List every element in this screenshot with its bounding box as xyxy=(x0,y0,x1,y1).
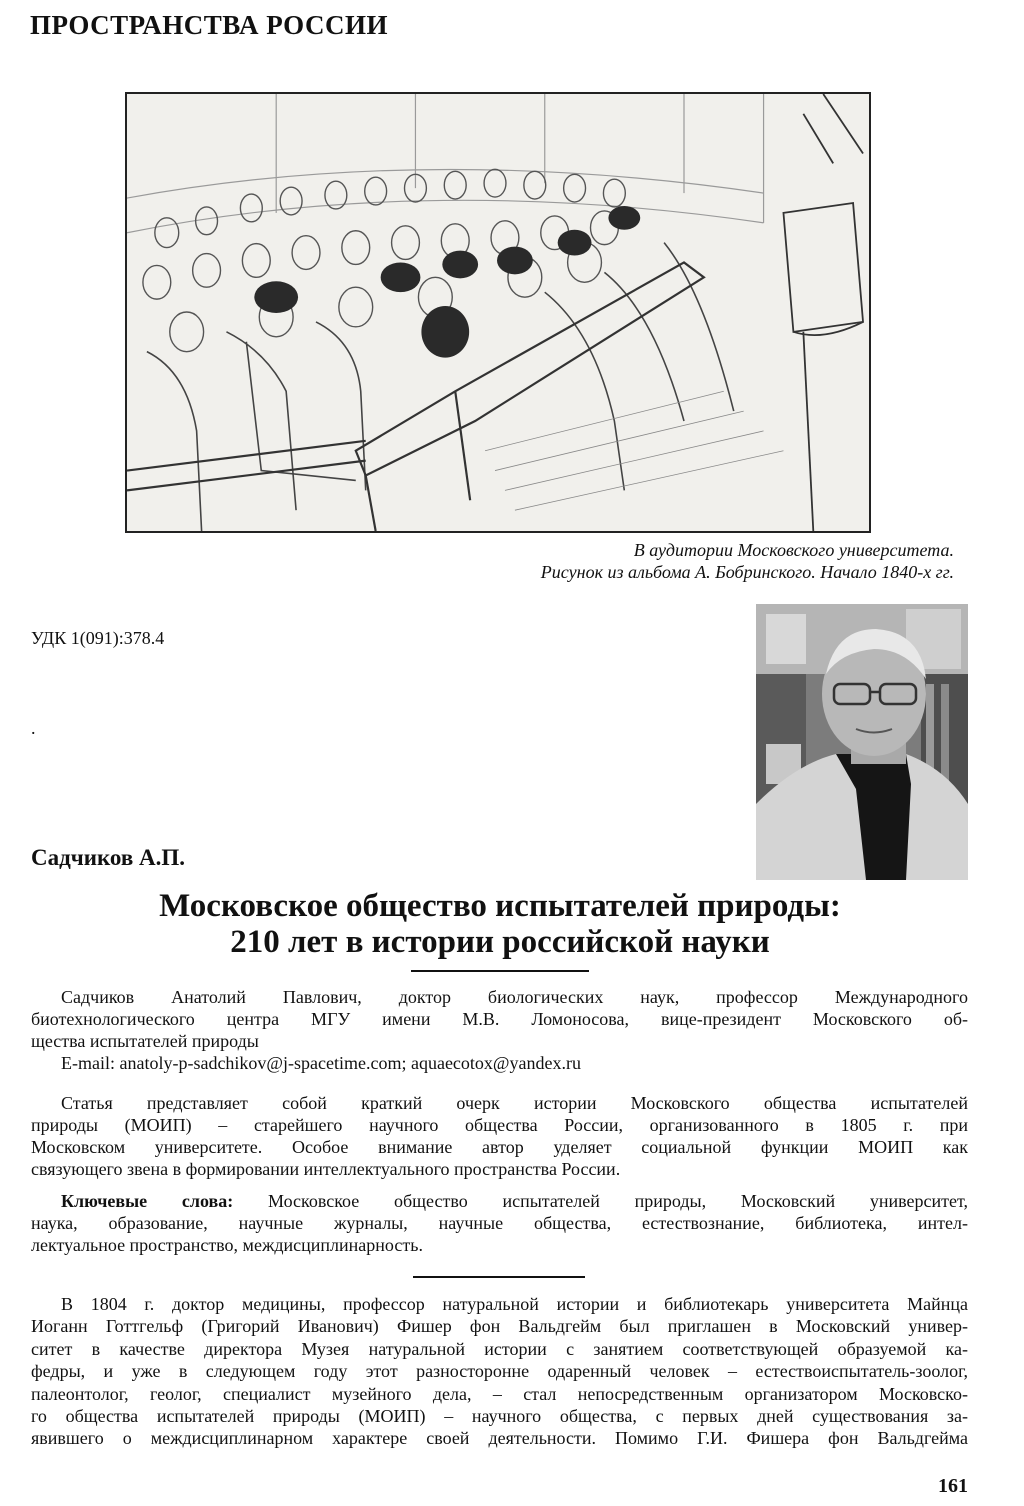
figure-caption-line-2: Рисунок из альбома А. Бобринского. Начало 1840-х гг. xyxy=(540,562,954,582)
body-line-1: В 1804 г. доктор медицины, профессор натуральной истории и библиотекарь университета Майнца xyxy=(61,1294,968,1314)
portrait-image xyxy=(756,604,968,880)
keywords-label: Ключевые слова: xyxy=(61,1191,234,1211)
author-email: E-mail: anatoly-p-sadchikov@j-spacetime.com; aquaecotox@yandex.ru xyxy=(61,1053,581,1073)
body-text xyxy=(31,1293,968,1450)
author-info-line-2: биотехнологического центра МГУ имени М.В. Ломоносова, вице-президент Московского об- xyxy=(31,1009,968,1029)
author-name: Садчиков А.П. xyxy=(31,845,186,870)
author-info-line-1: Садчиков Анатолий Павлович, доктор биологических наук, профессор Международного xyxy=(61,987,968,1007)
keywords-line-1 xyxy=(31,1190,968,1212)
abstract-line-1: Статья представляет собой краткий очерк истории Московского общества испытателей xyxy=(61,1093,968,1113)
figure-caption-line-1: В аудитории Московского университета. xyxy=(633,540,954,560)
keywords-line-2: наука, образование, научные журналы, научные общества, естествознание, библиотека, интел- xyxy=(31,1213,968,1233)
abstract-line-4: связующего звена в формировании интеллектуального пространства России. xyxy=(31,1159,621,1179)
section-header: ПРОСТРАНСТВА РОССИИ xyxy=(30,10,388,40)
udk-code: УДК 1(091):378.4 xyxy=(31,628,165,648)
keywords-line-1-text: Московское общество испытателей природы, Московский университет, xyxy=(233,1191,969,1211)
lecture-hall-illustration xyxy=(125,92,871,533)
body-line-6: го общества испытателей природы (МОИП) – научного общества, с первых дней существования за- xyxy=(31,1406,968,1427)
abstract-divider xyxy=(413,1276,585,1278)
title-divider xyxy=(411,970,589,972)
keywords-line-3: лектуальное пространство, междисциплинарность. xyxy=(31,1235,423,1255)
body-line-3: ситет в качестве директора Музея натуральной истории с занятием соответствующей образуемой ка- xyxy=(31,1338,968,1359)
article-title xyxy=(0,888,1000,960)
author-photo xyxy=(756,604,968,880)
body-line-7: явившего о междисциплинарном характере своей деятельности. Помимо Г.И. Фишера фон Вальдгейма xyxy=(31,1428,968,1449)
article-title-line-2: 210 лет в истории российской науки xyxy=(230,924,770,960)
keywords xyxy=(31,1190,968,1256)
sketch-drawing xyxy=(127,94,869,531)
body-line-2: Иоганн Готтгельф (Григорий Иванович) Фишер фон Вальдгейм был приглашен в Московский универ- xyxy=(31,1316,968,1337)
author-info xyxy=(31,986,968,1074)
body-line-5: палеонтолог, геолог, специалист музейного дела, – стал непосредственным организатором Московско- xyxy=(31,1383,968,1404)
abstract-line-3: Московском университете. Особое внимание автор уделяет социальной функции МОИП как xyxy=(31,1137,968,1157)
abstract-line-2: природы (МОИП) – старейшего научного общества России, организованного в 1805 г. при xyxy=(31,1115,968,1135)
article-title-line-1: Московское общество испытателей природы: xyxy=(159,888,841,924)
abstract xyxy=(31,1092,968,1180)
author-info-line-3: щества испытателей природы xyxy=(31,1031,259,1051)
body-line-4: федры, и уже в следующем году этот разносторонне одаренный человек – естествоиспытатель-зоолог, xyxy=(31,1361,968,1382)
stray-dot: . xyxy=(31,718,36,738)
page-number: 161 xyxy=(938,1475,968,1497)
